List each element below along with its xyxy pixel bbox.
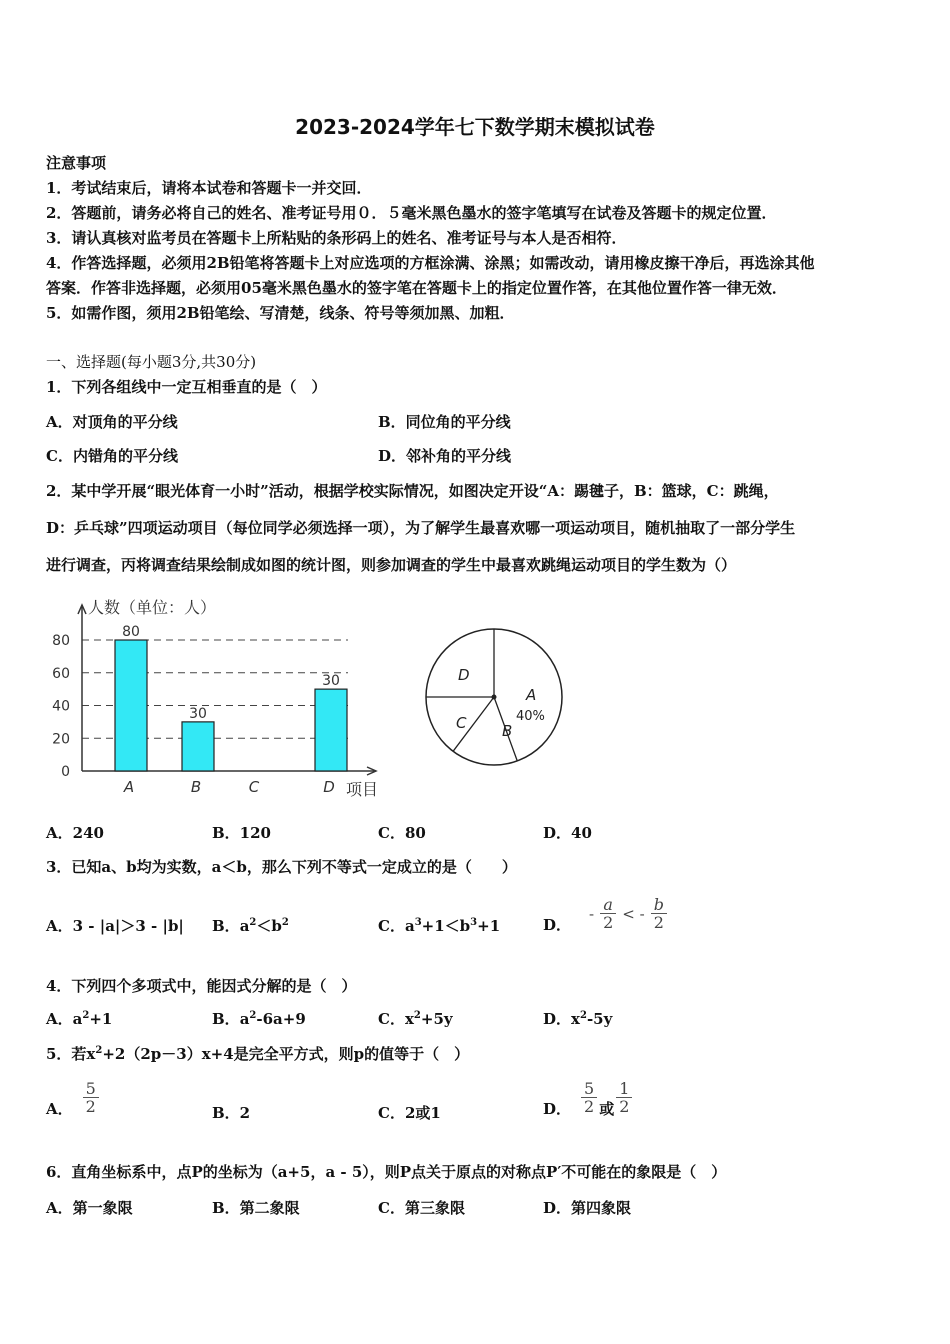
x-axis-label: 项目 xyxy=(346,780,379,799)
q4-option-d: D．$x^2-5y$ xyxy=(543,1010,613,1028)
pie-percent-label: 40% xyxy=(516,709,545,724)
q4-option-c: C．$x^2+5y$ xyxy=(378,1010,453,1028)
pie-label-C: C xyxy=(456,714,467,732)
y-tick-label: 0 xyxy=(61,764,70,780)
fraction-b-over-2: $\frac{b}{2}$ xyxy=(651,896,667,931)
q4-option-b: B．$a^2-6a+9$ xyxy=(212,1010,306,1028)
q5-option-b: B．2 xyxy=(212,1104,251,1122)
pie-center xyxy=(492,695,497,700)
question-2-stem-line: D：乒乓球”四项运动项目（每位同学必须选择一项），为了解学生最喜欢哪一项运动项目，随机抽取了一部分学生 xyxy=(46,519,796,537)
notice-item: 4．作答选择题，必须用2B铅笔将答题卡上对应选项的方框涂满、涂黑；如需改动，请用橡皮擦干净后，再选涂其他 xyxy=(46,254,815,272)
fraction-5-over-2: $\frac{5}{2}$ xyxy=(83,1080,99,1115)
question-6-stem: 6．直角坐标系中，点P的坐标为（a+5，a - 5），则P点关于原点的对称点P′不可能在的象限是（ ） xyxy=(46,1163,727,1181)
question-3-stem: 3．已知a、b均为实数，a＜b，那么下列不等式一定成立的是（ ） xyxy=(46,858,517,876)
y-tick-label: 40 xyxy=(52,698,70,715)
data-label: 30 xyxy=(189,705,207,722)
notice-item: 1．考试结束后，请将本试卷和答题卡一并交回． xyxy=(46,179,372,197)
q6-option-c: C．第三象限 xyxy=(378,1199,465,1217)
question-1-stem: 1．下列各组线中一定互相垂直的是（ ） xyxy=(46,378,327,396)
pie-label-B: B xyxy=(502,722,513,740)
q6-option-d: D．第四象限 xyxy=(543,1199,632,1217)
q2-option-c: C．80 xyxy=(378,824,426,842)
bar-A xyxy=(115,640,147,771)
question-2-stem-line: 进行调查，丙将调查结果绘制成如图的统计图，则参加调查的学生中最喜欢跳绳运动项目的学生数为（） xyxy=(46,556,737,574)
data-label: 80 xyxy=(122,624,140,640)
y-tick-label: 80 xyxy=(52,633,70,649)
notice-item: 答案．作答非选择题，必须用05毫米黑色墨水的签字笔在答题卡上的指定位置作答，在其他位置作答一律无效． xyxy=(46,279,787,297)
x-tick-label: D xyxy=(323,778,335,796)
q2-option-d: D．40 xyxy=(543,824,592,842)
question-4-stem: 4．下列四个多项式中，能因式分解的是（ ） xyxy=(46,977,357,995)
data-label: 30 xyxy=(322,673,340,690)
q2-option-b: B．120 xyxy=(212,824,271,842)
q3-option-d: D． - $\frac{a}{2}$ < - $\frac{b}{2}$ xyxy=(543,892,669,935)
q1-option-c: C．内错角的平分线 xyxy=(46,447,178,465)
pie-chart xyxy=(420,622,570,772)
bar-B xyxy=(182,722,214,771)
q3-option-a: A．3 - |a|＞3 - |b| xyxy=(46,917,184,935)
notice-item: 3．请认真核对监考员在答题卡上所粘贴的条形码上的姓名、准考证号与本人是否相符． xyxy=(46,229,627,247)
fraction-a-over-2: $\frac{a}{2}$ xyxy=(600,896,616,931)
y-axis-label: 人数（单位：人） xyxy=(88,598,217,617)
pie-label-D: D xyxy=(458,666,470,684)
notice-heading: 注意事项 xyxy=(46,154,107,172)
question-2-stem-line: 2．某中学开展“眼光体育一小时”活动，根据学校实际情况，如图决定开设“A：踢毽子，B：篮球，C：跳绳， xyxy=(46,482,779,500)
q1-option-b: B．同位角的平分线 xyxy=(378,413,511,431)
page-title: 2023-2024学年七下数学期末模拟试卷 xyxy=(295,115,655,139)
q5-option-d: D． $\frac{5}{2}$ 或 $\frac{1}{2}$ xyxy=(543,1076,634,1119)
y-tick-label: 60 xyxy=(52,665,70,682)
notice-item: 2．答题前，请务必将自己的姓名、准考证号用０．５毫米黑色墨水的签字笔填写在试卷及答题卡的规定位置． xyxy=(46,204,777,222)
y-tick-label: 20 xyxy=(52,731,70,748)
notice-item: 5．如需作图，须用2B铅笔绘、写清楚，线条、符号等须加黑、加粗． xyxy=(46,304,515,322)
pie-label-A: A xyxy=(526,686,537,704)
q3-option-c: C．$a^3+1<b^3+1$ xyxy=(378,917,501,935)
bar-D xyxy=(315,689,347,771)
x-tick-label: A xyxy=(123,778,135,796)
fraction-1-over-2: $\frac{1}{2}$ xyxy=(616,1080,632,1115)
q1-option-d: D．邻补角的平分线 xyxy=(378,447,512,465)
q6-option-b: B．第二象限 xyxy=(212,1199,300,1217)
q4-option-a: A．$a^2+1$ xyxy=(46,1010,113,1028)
x-tick-label: C xyxy=(248,778,260,796)
q6-option-a: A．第一象限 xyxy=(46,1199,133,1217)
q5-option-a: A． $\frac{5}{2}$ xyxy=(46,1076,101,1119)
x-tick-label: B xyxy=(190,778,202,796)
q1-option-a: A．对顶角的平分线 xyxy=(46,413,178,431)
q2-option-a: A．240 xyxy=(46,824,104,842)
question-5-stem: 5．若$x^2+2(2p-3)x+4$是完全平方式，则p的值等于（ ） xyxy=(46,1045,470,1063)
section-heading: 一、选择题(每小题3分,共30分) xyxy=(46,353,257,371)
bar-chart xyxy=(40,595,390,805)
fraction-5-over-2: $\frac{5}{2}$ xyxy=(581,1080,597,1115)
q3-option-b: B．$a^2<b^2$ xyxy=(212,917,289,935)
q5-option-c: C．2或1 xyxy=(378,1104,441,1122)
